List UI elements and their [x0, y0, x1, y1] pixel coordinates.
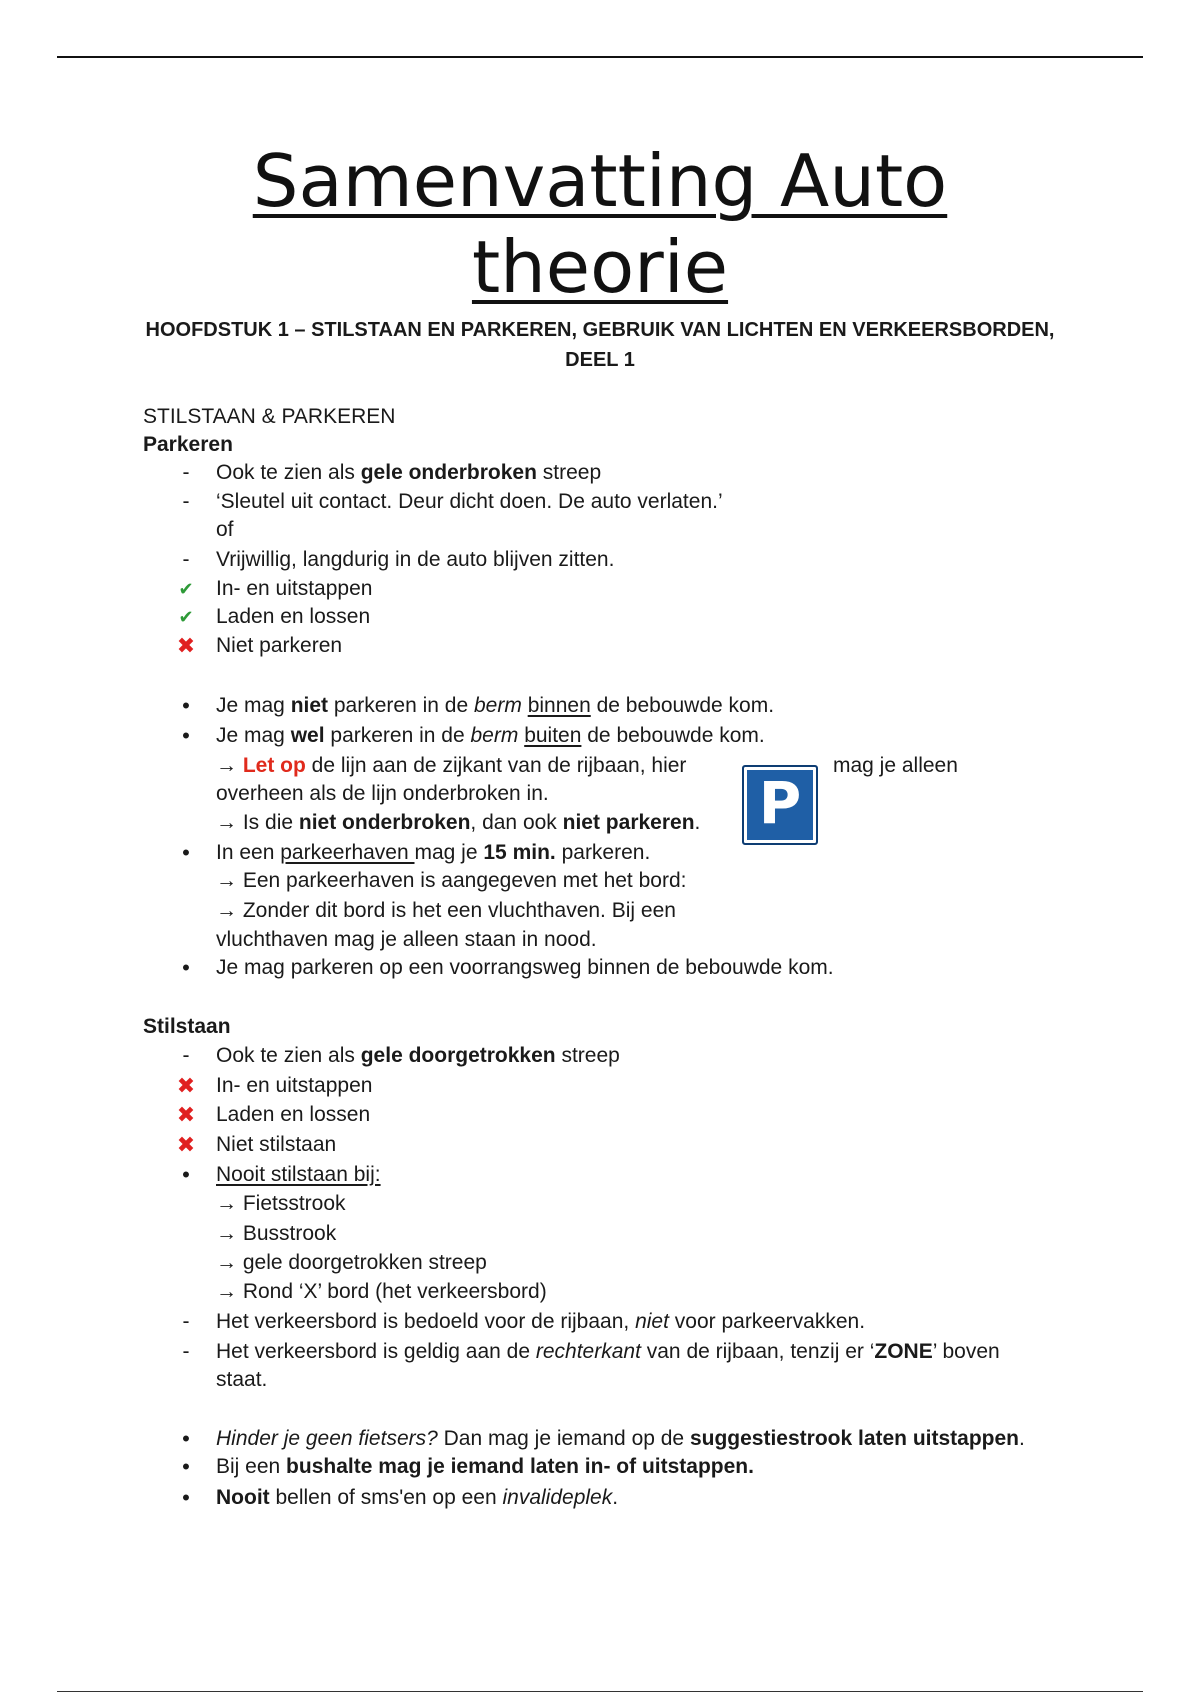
parkeren-dash-2: ‘Sleutel uit contact. Deur dicht doen. De auto verlaten.’: [216, 490, 723, 513]
stilstaan-sub-1: → Fietsstrook: [216, 1192, 346, 1215]
parkeren-bullet-2-right: mag je alleen: [833, 754, 958, 777]
parkeren-cross-1: Niet parkeren: [216, 634, 343, 657]
bullet-marker: •: [182, 723, 190, 748]
stilstaan-sub-2: → Busstrook: [216, 1222, 337, 1245]
bottom-rule: [57, 1691, 1143, 1692]
dash-marker: -: [182, 490, 190, 513]
bullet-marker: •: [182, 955, 190, 980]
parkeren-bullet-2-sub-2: overheen als de lijn onderbroken in.: [216, 782, 549, 805]
top-rule: [57, 56, 1143, 58]
parkeren-bullet-3-sub-2: → Zonder dit bord is het een vluchthaven. Bij een: [216, 899, 676, 922]
cross-icon: ✖: [176, 1102, 196, 1127]
stilstaan-dash-3-cont: staat.: [216, 1368, 268, 1391]
parkeren-bullet-3: In een parkeerhaven mag je 15 min. parkeren.: [216, 841, 651, 864]
chapter-heading: HOOFDSTUK 1 – STILSTAAN EN PARKEREN, GEBRUIK VAN LICHTEN EN VERKEERSBORDEN, DEEL 1: [145, 319, 1055, 371]
stilstaan-cross-3: Niet stilstaan: [216, 1133, 337, 1156]
dash-marker: -: [182, 461, 190, 484]
dash-marker: -: [182, 548, 190, 571]
cross-icon: ✖: [176, 1073, 196, 1098]
bullet-marker: •: [182, 1426, 190, 1451]
bullet-marker: •: [182, 693, 190, 718]
stilstaan-bullet-1: Nooit stilstaan bij:: [216, 1163, 381, 1186]
stilstaan-cross-1: In- en uitstappen: [216, 1074, 373, 1097]
section-heading: STILSTAAN & PARKEREN: [143, 405, 396, 428]
cross-icon: ✖: [176, 633, 196, 658]
parkeren-bullet-2-sub-3: → Is die niet onderbroken, dan ook niet parkeren.: [216, 811, 701, 834]
stilstaan-dash-3: Het verkeersbord is geldig aan de rechterkant van de rijbaan, tenzij er ‘ZONE’ boven: [216, 1340, 1000, 1363]
stilstaan-dash-1: Ook te zien als gele doorgetrokken streep: [216, 1044, 620, 1067]
parkeren-dash-3: Vrijwillig, langdurig in de auto blijven zitten.: [216, 548, 615, 571]
parkeren-of: of: [216, 518, 234, 541]
parkeren-check-1: In- en uitstappen: [216, 577, 373, 600]
check-icon: ✔: [178, 607, 194, 627]
stilstaan-bullet-4: Nooit bellen of sms'en op een invalideplek.: [216, 1486, 619, 1509]
parkeren-bullet-3-sub-1: → Een parkeerhaven is aangegeven met het bord:: [216, 869, 687, 892]
stilstaan-sub-3: → gele doorgetrokken streep: [216, 1251, 487, 1274]
stilstaan-sub-4: → Rond ‘X’ bord (het verkeersbord): [216, 1280, 547, 1303]
dash-marker: -: [182, 1340, 190, 1363]
stilstaan-bullet-2: Hinder je geen fietsers? Dan mag je iemand op de suggestiestrook laten uitstappen.: [216, 1427, 1025, 1450]
parkeren-bullet-4: Je mag parkeren op een voorrangsweg binnen de bebouwde kom.: [216, 956, 834, 979]
bullet-marker: •: [182, 1485, 190, 1510]
parkeren-heading: Parkeren: [143, 433, 233, 456]
stilstaan-cross-2: Laden en lossen: [216, 1103, 371, 1126]
stilstaan-bullet-3: Bij een bushalte mag je iemand laten in- of uitstappen.: [216, 1455, 754, 1478]
parkeren-bullet-2: Je mag wel parkeren in de berm buiten de bebouwde kom.: [216, 724, 765, 747]
bullet-marker: •: [182, 1454, 190, 1479]
parking-sign-icon: P: [742, 765, 818, 845]
dash-marker: -: [182, 1310, 190, 1333]
stilstaan-dash-2: Het verkeersbord is bedoeld voor de rijbaan, niet voor parkeervakken.: [216, 1310, 866, 1333]
parkeren-check-2: Laden en lossen: [216, 605, 371, 628]
parkeren-bullet-3-sub-3: vluchthaven mag je alleen staan in nood.: [216, 928, 597, 951]
parkeren-bullet-2-sub-1: → Let op de lijn aan de zijkant van de rijbaan, hier: [216, 754, 687, 777]
stilstaan-heading: Stilstaan: [143, 1015, 231, 1038]
parkeren-dash-1: Ook te zien als gele onderbroken streep: [216, 461, 602, 484]
parkeren-bullet-1: Je mag niet parkeren in de berm binnen de bebouwde kom.: [216, 694, 775, 717]
cross-icon: ✖: [176, 1132, 196, 1157]
bullet-marker: •: [182, 1162, 190, 1187]
dash-marker: -: [182, 1044, 190, 1067]
page-title: Samenvatting Auto theorie: [252, 139, 948, 309]
bullet-marker: •: [182, 840, 190, 865]
check-icon: ✔: [178, 579, 194, 599]
